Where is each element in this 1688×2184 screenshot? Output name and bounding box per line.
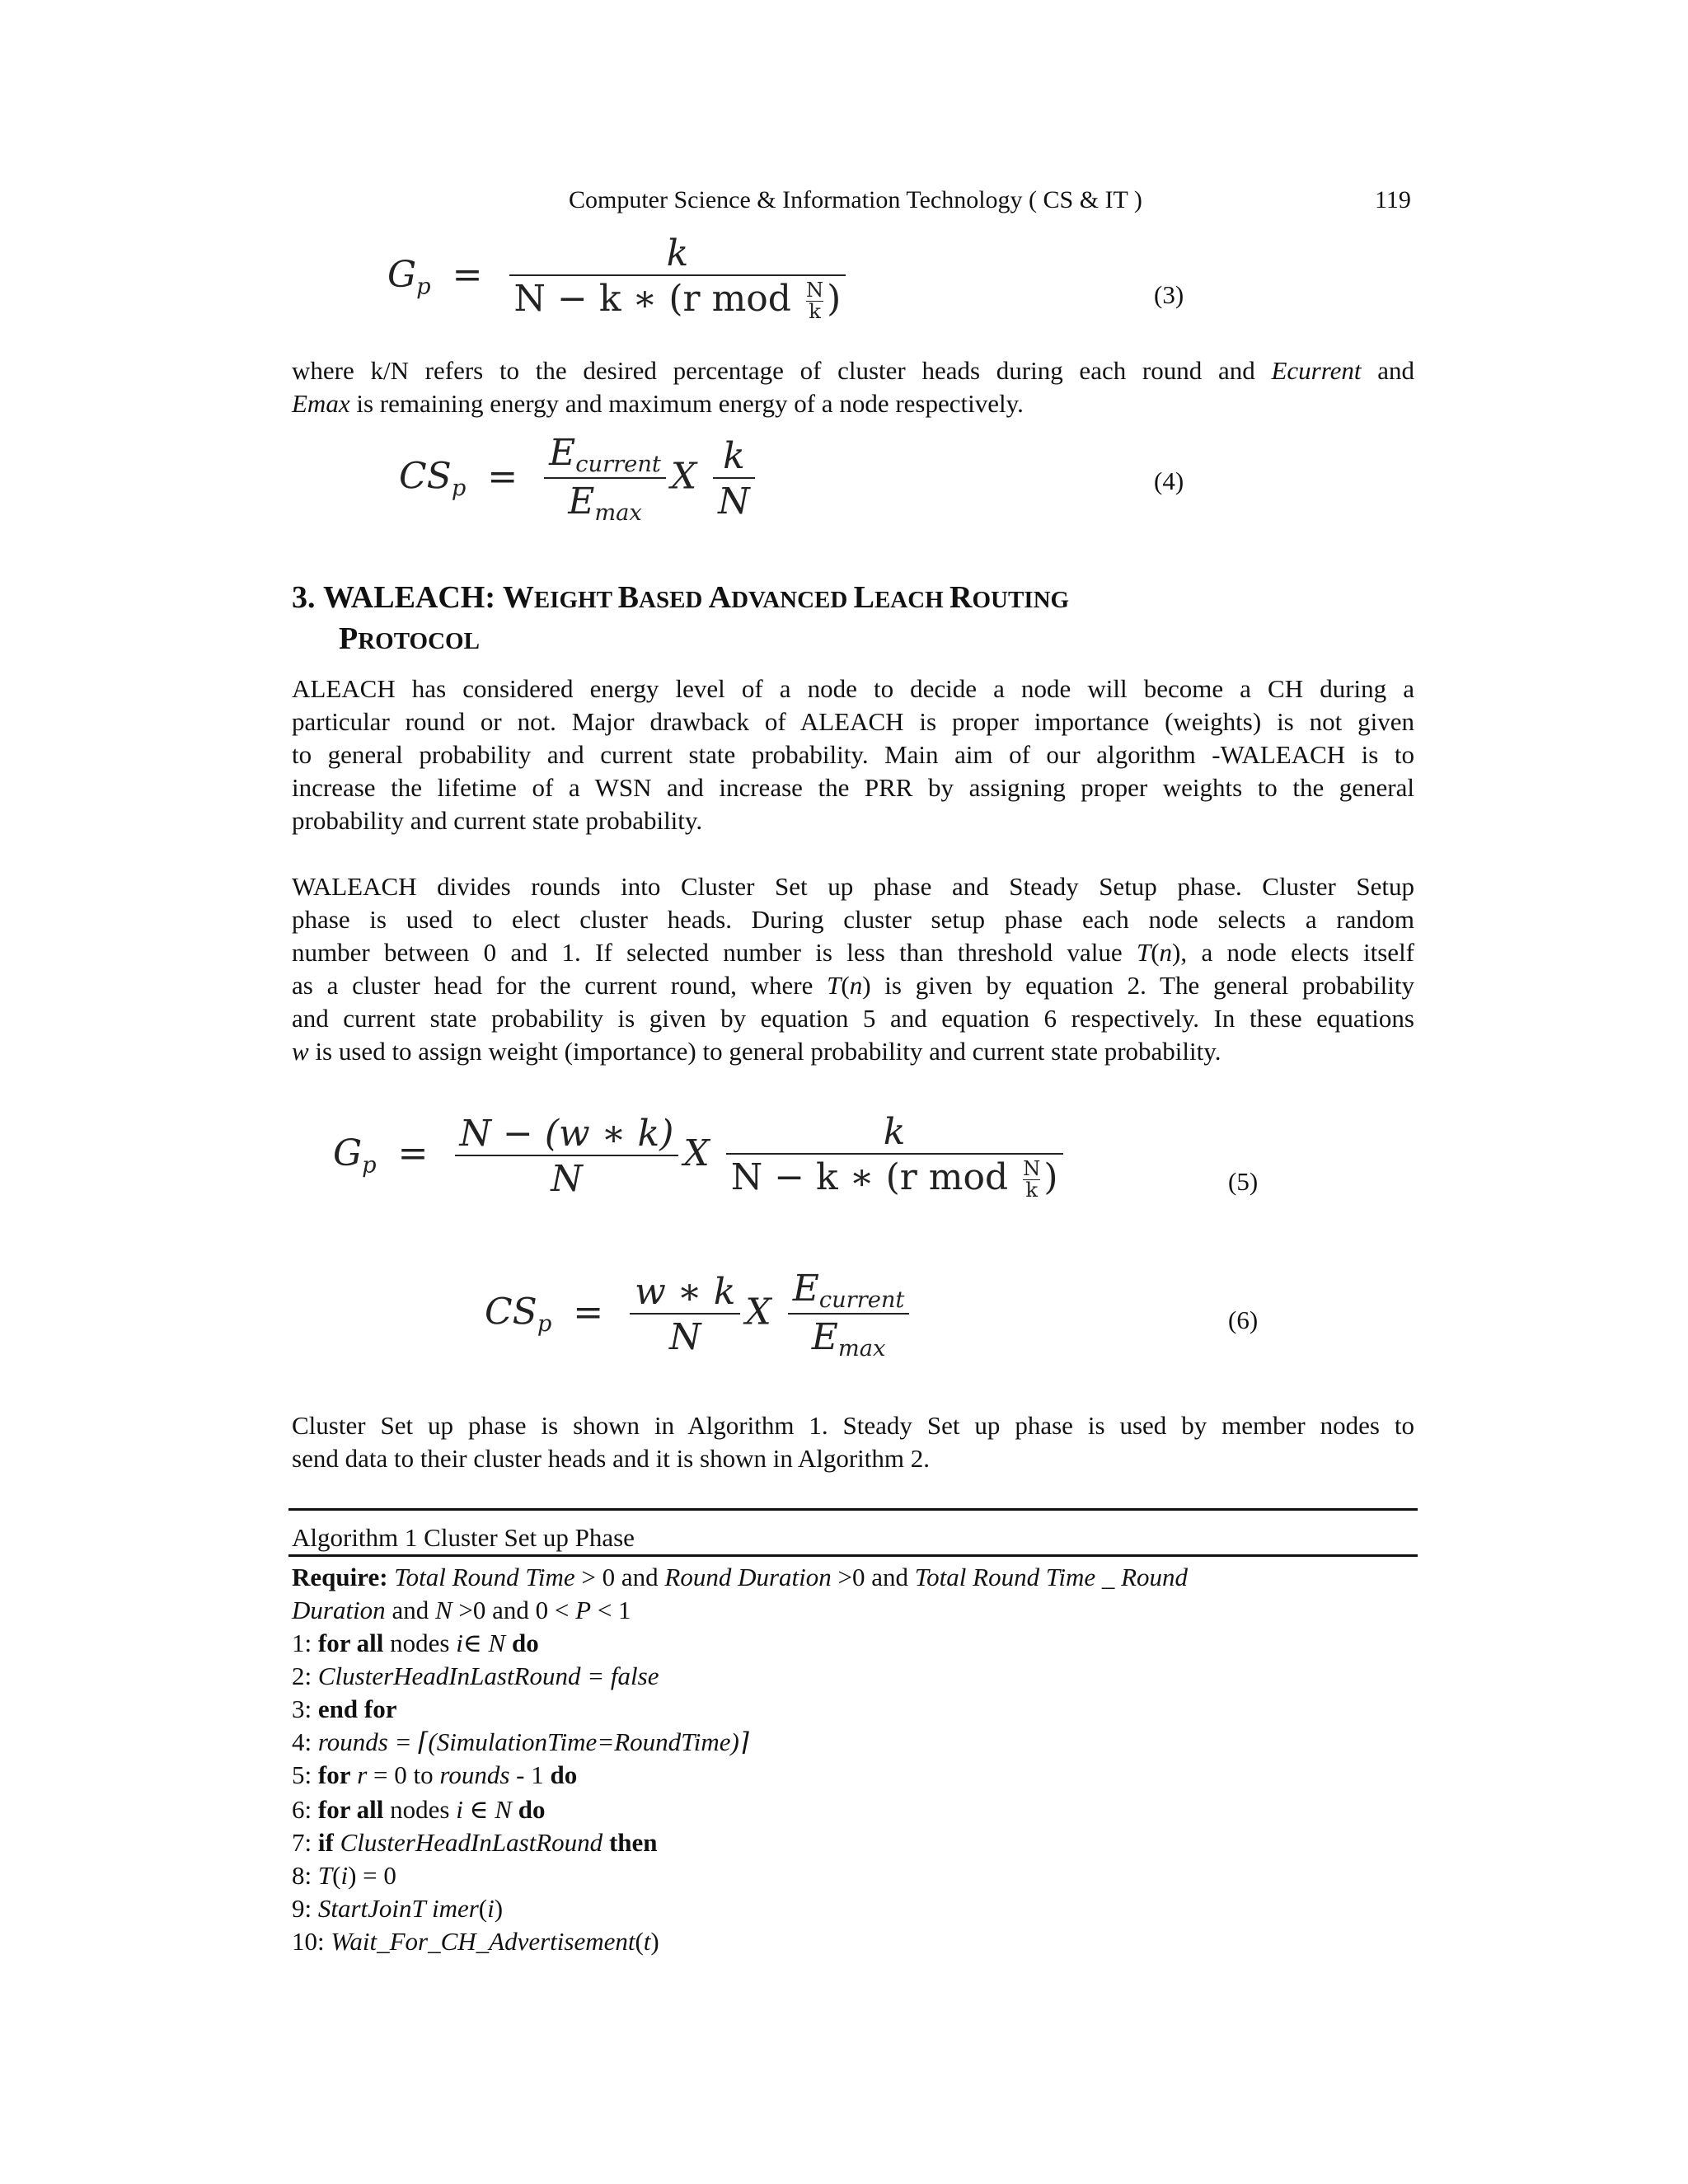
algorithm-line-1: 1: for all nodes i∈ N do: [292, 1629, 539, 1657]
paragraph-aleach-l4: increase the lifetime of a WSN and increase the PRR by assigning proper weights to the general: [292, 773, 1414, 802]
equation-3: $G_p$ = k N − k ∗ (r mod $\frac{N}{k}$ ): [387, 232, 851, 322]
paragraph-aleach-l5: probability and current state probability.: [292, 806, 703, 835]
paragraph-waleach-l6: w is used to assign weight (importance) to general probability and current state probability.: [292, 1037, 1221, 1066]
algorithm-line-9: 9: StartJoinT imer(i): [292, 1894, 504, 1923]
paragraph-waleach-l1: WALEACH divides rounds into Cluster Set up phase and Steady Setup phase. Cluster Setup: [292, 872, 1414, 901]
paragraph-waleach-l2: phase is used to elect cluster heads. During cluster setup phase each node selects a random: [292, 905, 1414, 934]
algorithm-line-10: 10: Wait_For_CH_Advertisement(t): [292, 1927, 659, 1956]
paragraph-waleach-l3: number between 0 and 1. If selected number is less than threshold value T(n), a node elects itself: [292, 938, 1414, 967]
algorithm-caption-rule: [288, 1554, 1418, 1557]
algorithm-line-8: 8: T(i) = 0: [292, 1861, 396, 1890]
eq3-lhs-sub: p: [416, 274, 431, 300]
eq4-kn-fraction: $\frac{k}{N}$: [713, 435, 755, 523]
paragraph-energy-definition-line2: Emax is remaining energy and maximum energy of a node respectively.: [292, 389, 1024, 418]
equation-5: $G_p$ = $\frac{N - (w ∗ k)}{N}$ X k N − k ∗ (r mod $\frac{N}{k}$ ): [333, 1111, 1068, 1201]
algorithm-require: Require: Total Round Time > 0 and Round Duration >0 and Total Round Time _ Round: [292, 1563, 1189, 1591]
eq5-weight-fraction: $\frac{N - (w ∗ k)}{N}$: [455, 1113, 679, 1200]
eq4-energy-fraction: $\frac{E_{current}}{E_{max}}$: [544, 432, 666, 526]
eq3-denominator: N − k ∗ (r mod $\frac{N}{k}$ ): [509, 274, 846, 322]
eq6-energy-fraction: $\frac{E_{current}}{E_{max}}$: [788, 1268, 910, 1361]
algorithm-line-4: 4: rounds = ⌈(SimulationTime=RoundTime)⌉: [292, 1727, 749, 1756]
algorithm-require-cont: Duration and N >0 and 0 < P < 1: [292, 1596, 631, 1624]
algorithm-line-7: 7: if ClusterHeadInLastRound then: [292, 1828, 658, 1857]
eq3-fraction: [509, 232, 846, 322]
eq5-threshold-fraction: k N − k ∗ (r mod $\frac{N}{k}$ ): [726, 1111, 1063, 1201]
equation-4: $CS_p$ = $\frac{E_{current}}{E_{max}}$ X $\frac{k}{N}$: [399, 432, 760, 526]
section-heading-line2: PROTOCOL: [339, 621, 480, 656]
eq6-weight-fraction: $\frac{w ∗ k}{N}$: [630, 1271, 740, 1358]
equation-4-number: (4): [1154, 466, 1184, 495]
algorithm-line-2: 2: ClusterHeadInLastRound = false: [292, 1661, 659, 1690]
algorithm-caption: Algorithm 1 Cluster Set up Phase: [292, 1523, 635, 1552]
equation-5-number: (5): [1228, 1167, 1259, 1196]
algorithm-line-3: 3: end for: [292, 1694, 397, 1723]
equation-6-number: (6): [1228, 1305, 1259, 1334]
paragraph-waleach-l5: and current state probability is given by equation 5 and equation 6 respectively. In these equations: [292, 1004, 1414, 1033]
equation-6: $CS_p$ = $\frac{w ∗ k}{N}$ X $\frac{E_{current}}{E_{max}}$: [485, 1268, 914, 1361]
paragraph-cluster-setup-l1: Cluster Set up phase is shown in Algorithm 1. Steady Set up phase is used by member nodes to: [292, 1411, 1414, 1440]
eq3-numerator: k: [666, 232, 689, 274]
paragraph-energy-definition: where k/N refers to the desired percentage of cluster heads during each round and Ecurrent and: [292, 356, 1414, 385]
page-number: 119: [1375, 186, 1411, 213]
paragraph-aleach-l3: to general probability and current state probability. Main aim of our algorithm -WALEACH is to: [292, 740, 1414, 769]
eq3-lhs: G: [387, 254, 417, 297]
equation-3-number: (3): [1154, 280, 1184, 309]
paragraph-waleach-l4: as a cluster head for the current round, where T(n) is given by equation 2. The general probability: [292, 971, 1414, 1000]
paragraph-aleach-l2: particular round or not. Major drawback of ALEACH is proper importance (weights) is not given: [292, 707, 1414, 736]
section-heading: 3. WALEACH: WEIGHT BASED ADVANCED LEACH ROUTING: [292, 580, 1070, 615]
paragraph-aleach-l1: ALEACH has considered energy level of a node to decide a node will become a CH during a: [292, 674, 1414, 703]
algorithm-top-rule: [288, 1508, 1418, 1511]
paragraph-cluster-setup-l2: send data to their cluster heads and it is shown in Algorithm 2.: [292, 1444, 931, 1473]
algorithm-line-6: 6: for all nodes i ∈ N do: [292, 1795, 546, 1824]
running-header: Computer Science & Information Technology ( CS & IT ): [569, 186, 1142, 213]
algorithm-line-5: 5: for r = 0 to rounds - 1 do: [292, 1760, 578, 1789]
